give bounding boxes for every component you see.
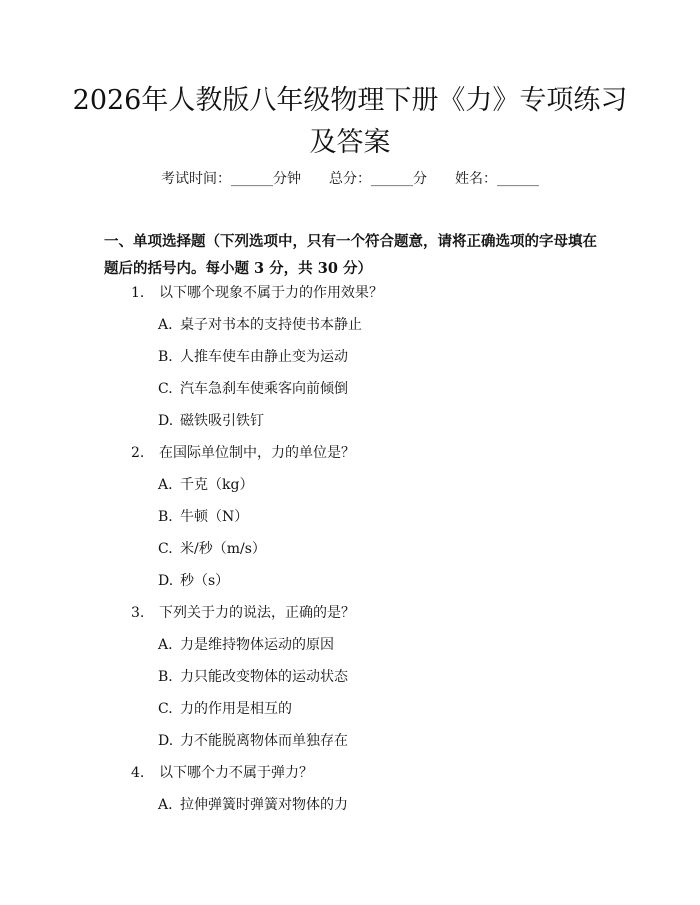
option-text: 人推车使车由静止变为运动 [180, 349, 348, 365]
option-text: 秒（s） [180, 573, 230, 589]
question [131, 443, 355, 463]
question [131, 603, 355, 623]
option [158, 795, 348, 815]
question-number: 2. [131, 445, 145, 461]
option-letter: B. [158, 669, 173, 685]
option [158, 379, 348, 399]
option-text: 千克（kg） [180, 477, 254, 493]
option-letter: C. [158, 541, 173, 557]
option-text: 桌子对书本的支持使书本静止 [180, 317, 362, 333]
question-number: 3. [131, 605, 145, 621]
option [158, 315, 362, 335]
question-number: 1. [131, 285, 145, 301]
option-text: 力只能改变物体的运动状态 [180, 669, 348, 685]
option [158, 571, 229, 591]
option-text: 拉伸弹簧时弹簧对物体的力 [180, 797, 348, 813]
question [131, 283, 383, 303]
option-text: 力不能脱离物体而单独存在 [180, 733, 348, 749]
question-text: 下列关于力的说法，正确的是？ [159, 605, 355, 621]
document-title: 2026年人教版八年级物理下册《力》专项练习及答案 [72, 85, 628, 158]
question-text: 在国际单位制中，力的单位是？ [159, 445, 355, 461]
option [158, 635, 334, 655]
exam-time: 考试时间：______分钟 [161, 171, 301, 187]
option [158, 411, 264, 431]
option-letter: A. [158, 637, 173, 653]
question-text: 以下哪个现象不属于力的作用效果？ [159, 285, 383, 301]
option-text: 米/秒（m/s） [180, 541, 266, 557]
option-letter: A. [158, 797, 173, 813]
option-letter: A. [158, 477, 173, 493]
option-letter: B. [158, 349, 173, 365]
option-letter: B. [158, 509, 173, 525]
option [158, 475, 253, 495]
option-letter: A. [158, 317, 173, 333]
option [158, 347, 348, 367]
question-text: 以下哪个力不属于弹力？ [159, 765, 313, 781]
option-text: 力是维持物体运动的原因 [180, 637, 334, 653]
option-letter: C. [158, 381, 173, 397]
option-text: 力的作用是相互的 [180, 701, 292, 717]
option-text: 磁铁吸引铁钉 [180, 413, 264, 429]
exam-name: 姓名：______ [455, 171, 539, 187]
option [158, 507, 248, 527]
option [158, 699, 292, 719]
option-letter: D. [158, 733, 174, 749]
exam-info [0, 168, 700, 188]
question [131, 763, 313, 783]
option-letter: D. [158, 573, 174, 589]
option-text: 汽车急刹车使乘客向前倾倒 [180, 381, 348, 397]
question-number: 4. [131, 765, 145, 781]
option-letter: D. [158, 413, 174, 429]
option [158, 667, 348, 687]
section-heading: 一、单项选择题（下列选项中，只有一个符合题意，请将正确选项的字母填在题后的括号内。每小题 3 分，共 30 分） [104, 233, 597, 277]
option-text: 牛顿（N） [180, 509, 249, 525]
exam-score: 总分：______分 [329, 171, 427, 187]
option-letter: C. [158, 701, 173, 717]
option [158, 539, 266, 559]
option [158, 731, 348, 751]
